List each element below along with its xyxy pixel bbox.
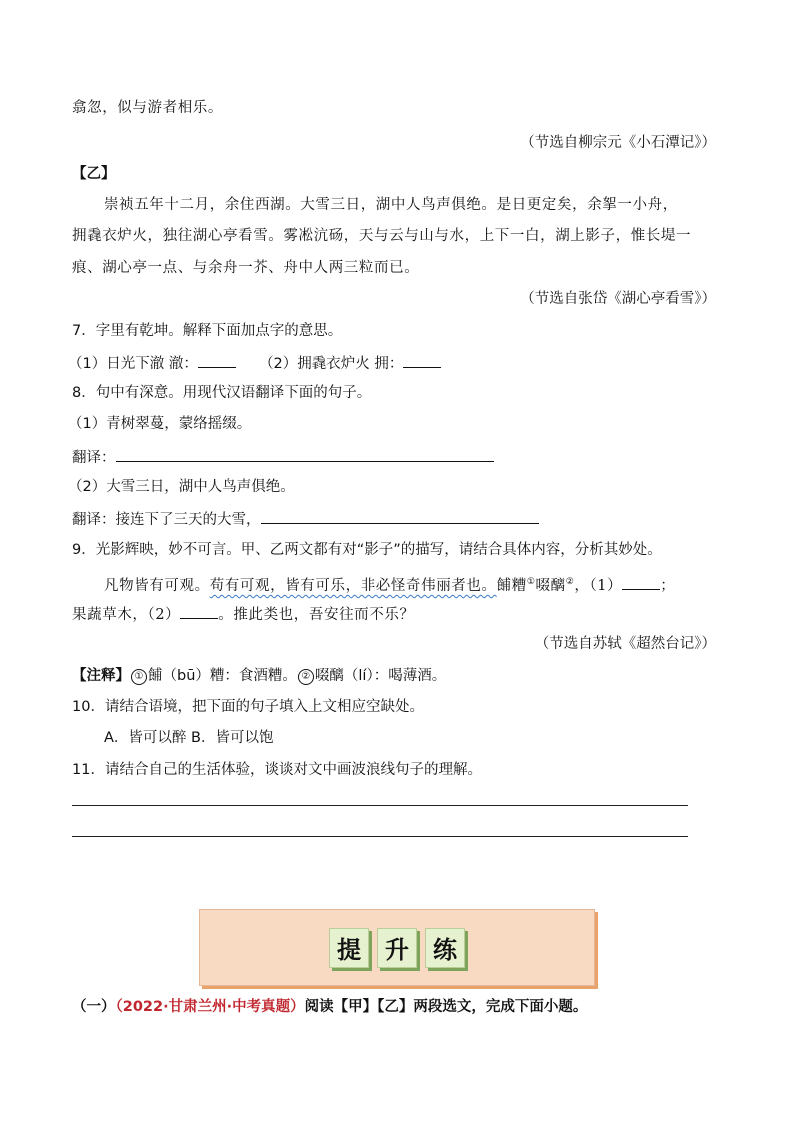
passage-blank1-label: ，（1） bbox=[574, 577, 623, 594]
passage-line-1 bbox=[104, 572, 675, 596]
question-7-1: （1）日光下澈 澈： bbox=[68, 356, 198, 372]
answer-line-2[interactable] bbox=[72, 836, 688, 837]
translate-row-2 bbox=[72, 508, 539, 530]
note-1: 餔（bū）糟：食酒糟。 bbox=[148, 668, 297, 684]
yi-line-3: 痕、湖心亭一点、与余舟一芥、舟中人两三粒而已。 bbox=[72, 260, 420, 276]
question-10: 10．请结合语境，把下面的句子填入上文相应空缺处。 bbox=[72, 699, 424, 715]
banner-tile-2: 升 bbox=[377, 928, 417, 968]
passage-mid2: 啜醨 bbox=[535, 577, 566, 594]
banner-tile-1: 提 bbox=[329, 928, 369, 968]
yi-source: （节选自张岱《湖心亭看雪》） bbox=[520, 291, 716, 307]
answer-line-1[interactable] bbox=[72, 805, 688, 806]
passage-mid: 餔糟 bbox=[496, 577, 527, 594]
final-question bbox=[72, 997, 587, 1017]
question-8: 8．句中有深意。用现代汉语翻译下面的句子。 bbox=[72, 385, 372, 401]
question-8-1: （1）青树翠蔓，蒙络摇缀。 bbox=[68, 416, 252, 432]
answer-blank-8-2[interactable] bbox=[261, 508, 539, 524]
note-2-mark: ② bbox=[298, 669, 314, 685]
final-prefix: （一） bbox=[72, 999, 116, 1015]
question-8-2: （2）大雪三日，湖中人鸟声俱绝。 bbox=[68, 479, 295, 495]
answer-blank-7-1[interactable] bbox=[198, 352, 236, 368]
notes bbox=[72, 666, 446, 686]
answer-blank-8-1[interactable] bbox=[116, 446, 494, 462]
passage-source: （节选自苏轼《超然台记》） bbox=[534, 636, 716, 652]
passage-line-2 bbox=[72, 603, 415, 625]
passage-end1: ； bbox=[660, 577, 676, 594]
note-ref-2: ② bbox=[565, 577, 575, 587]
passage-start: 凡物皆有可观。 bbox=[104, 577, 210, 594]
note-ref-1: ① bbox=[526, 577, 536, 587]
answer-blank-7-2[interactable] bbox=[403, 352, 441, 368]
yi-line-2: 拥毳衣炉火，独往湖心亭看雪。雾凇沆砀，天与云与山与水，上下一白，湖上影子，惟长堤一 bbox=[72, 228, 692, 244]
translate-row-1 bbox=[72, 446, 494, 468]
question-9: 9．光影辉映，妙不可言。甲、乙两文都有对“影子”的描写，请结合具体内容，分析其妙处。 bbox=[72, 542, 662, 558]
section-banner bbox=[199, 909, 595, 986]
note-2: 啜醨（lí）：喝薄酒。 bbox=[314, 668, 447, 684]
jia-source: （节选自柳宗元《小石潭记》） bbox=[520, 135, 716, 151]
passage-line2-end: 。推此类也，吾安往而不乐？ bbox=[218, 607, 415, 623]
question-7: 7．字里有乾坤。解释下面加点字的意思。 bbox=[72, 323, 343, 339]
banner-tile-3: 练 bbox=[425, 928, 465, 968]
question-10-options: A．皆可以醉 B．皆可以饱 bbox=[104, 730, 274, 746]
passage-line2-start: 果蔬草木，（2） bbox=[72, 607, 181, 623]
notes-label: 【注释】 bbox=[72, 668, 130, 684]
final-text: 阅读【甲】【乙】两段选文，完成下面小题。 bbox=[304, 999, 588, 1015]
wavy-sentence: 苟有可观，皆有可乐，非必怪奇伟丽者也。 bbox=[209, 577, 497, 594]
note-1-mark: ① bbox=[131, 669, 147, 685]
question-11: 11．请结合自己的生活体验，谈谈对文中画波浪线句子的理解。 bbox=[72, 762, 482, 778]
translate-label: 翻译： bbox=[72, 450, 116, 466]
question-7-2: （2）拥毳衣炉火 拥： bbox=[259, 356, 404, 372]
question-7-items bbox=[68, 352, 441, 374]
exam-source-tag: （2022·甘肃兰州·中考真题） bbox=[115, 999, 305, 1015]
yi-label: 【乙】 bbox=[72, 166, 116, 182]
passage-blank-2[interactable] bbox=[180, 603, 218, 619]
passage-blank-1[interactable] bbox=[622, 574, 660, 590]
jia-tail: 翕忽，似与游者相乐。 bbox=[72, 100, 223, 116]
yi-line-1: 崇祯五年十二月，余住西湖。大雪三日，湖中人鸟声俱绝。是日更定矣，余挐一小舟， bbox=[104, 197, 678, 213]
translate-prefix: 翻译：接连下了三天的大雪， bbox=[72, 512, 261, 528]
